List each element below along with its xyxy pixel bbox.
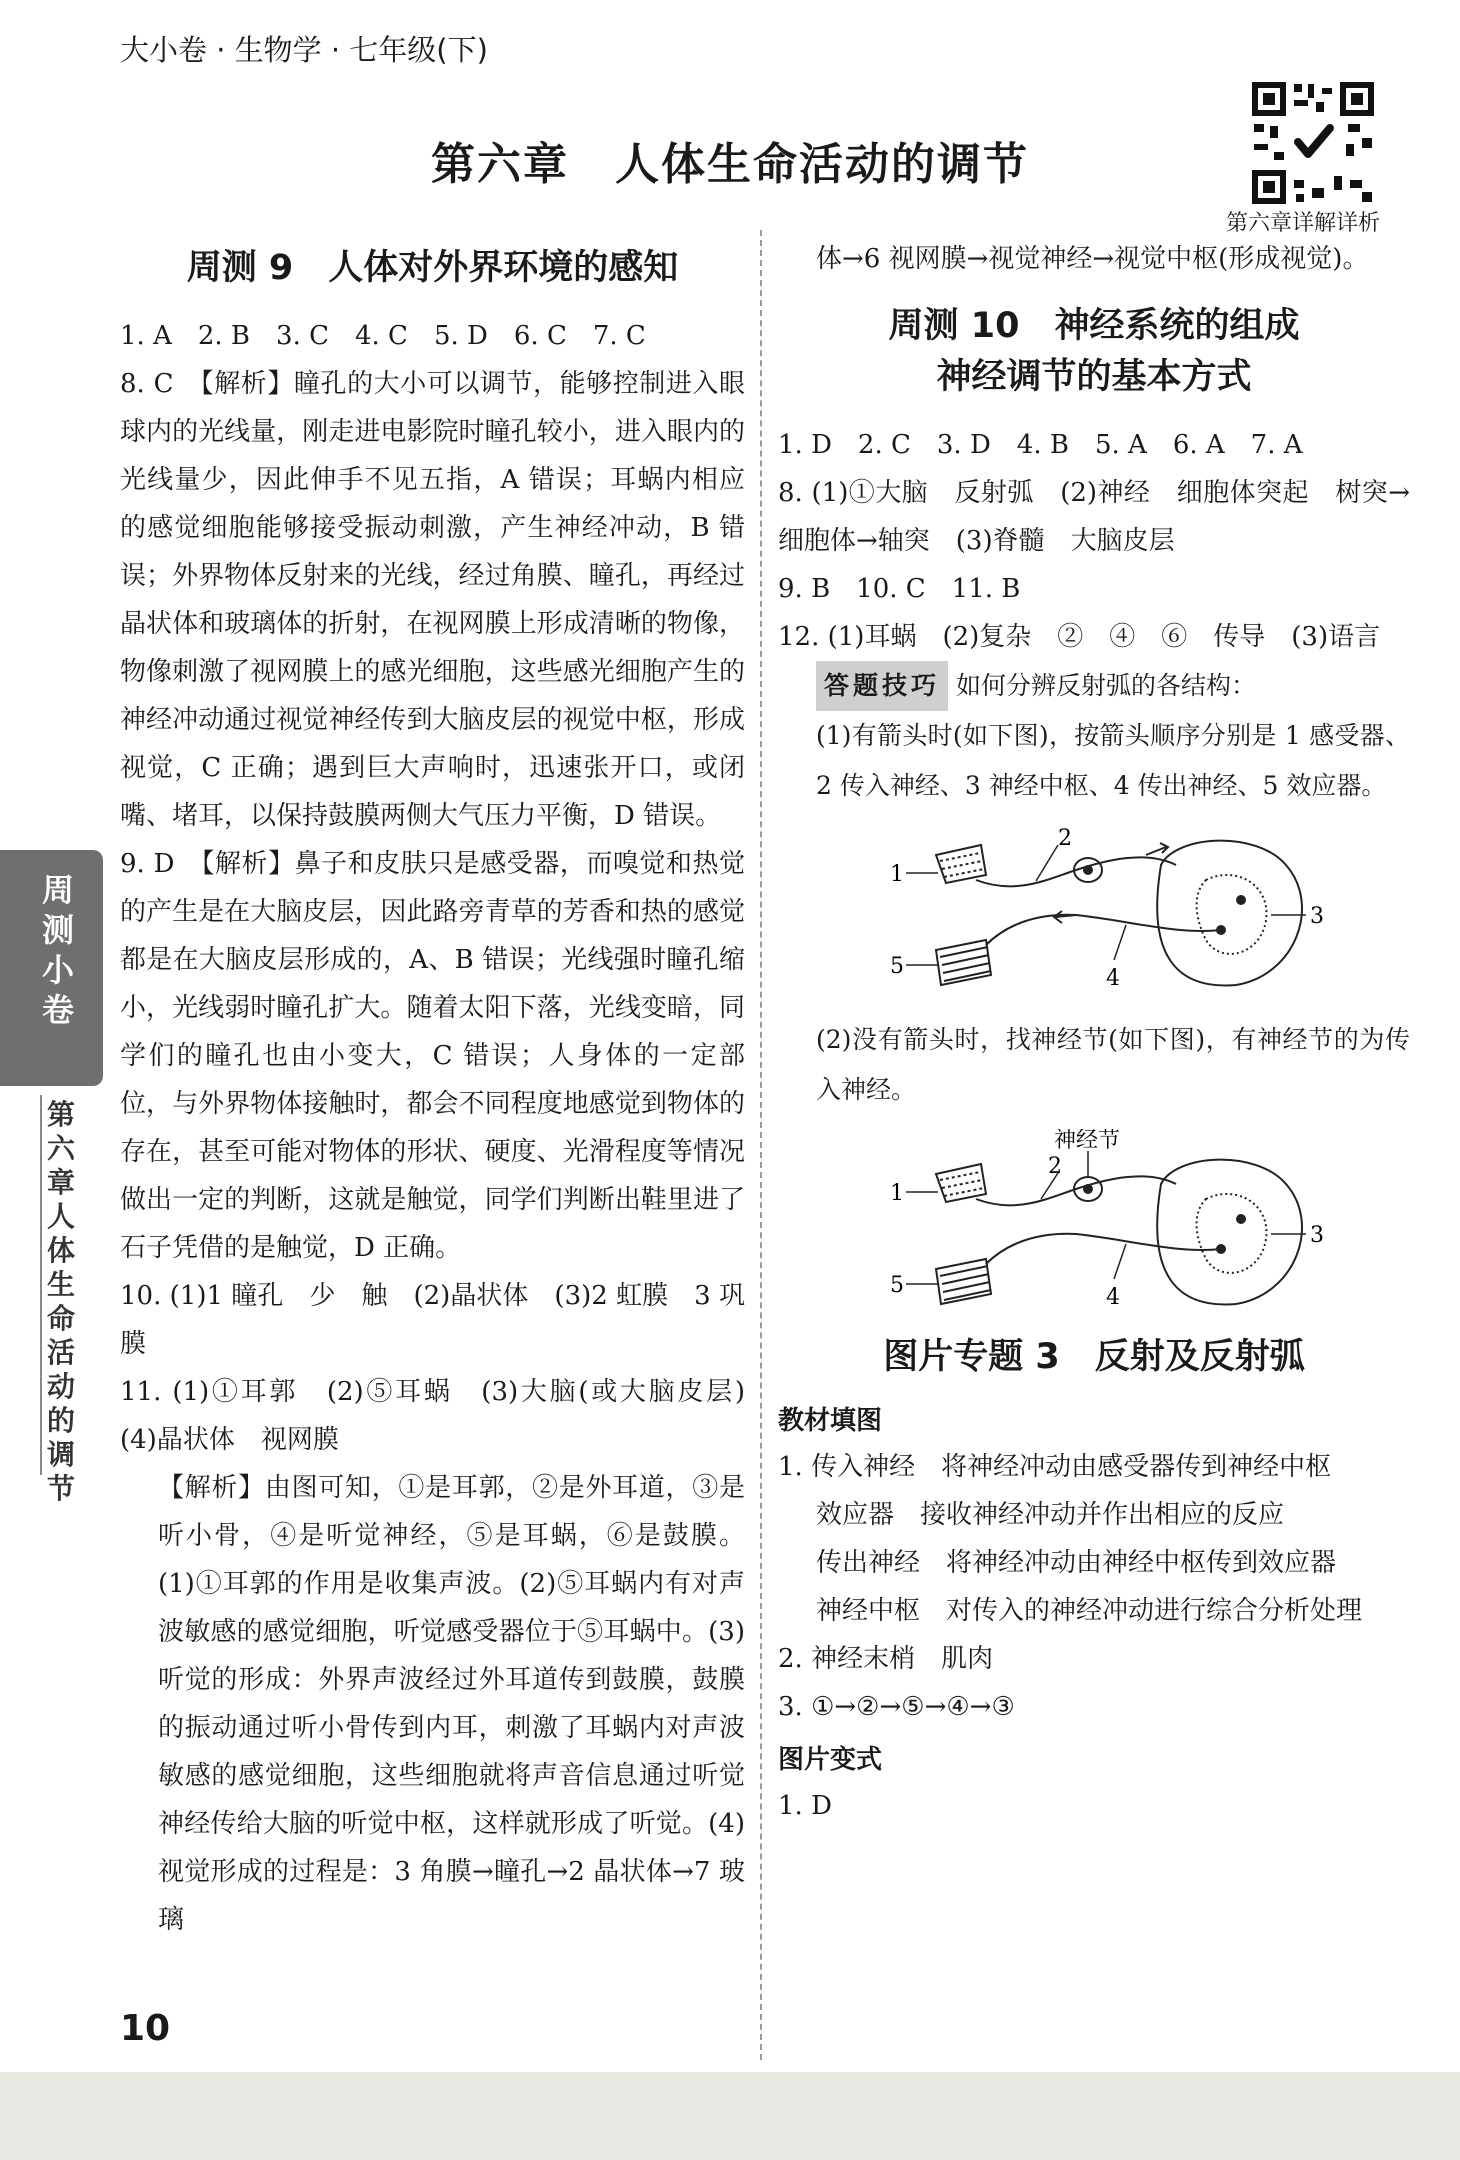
fill-answer-1: 1. 传入神经 将神经冲动由感受器传到神经中枢 bbox=[778, 1452, 1332, 1483]
section-title-week10-line1: 周测 10 神经系统的组成 bbox=[888, 306, 1300, 346]
answer-w10-q9-11: 9. B 10. C 11. B bbox=[778, 573, 1021, 604]
answer-q10: 10. (1)1 瞳孔 少 触 (2)晶状体 (3)2 虹膜 3 巩膜 bbox=[120, 1280, 745, 1359]
section-title-week10-line2: 神经调节的基本方式 bbox=[936, 356, 1252, 397]
diagram2-label-ganglion: 神经节 bbox=[1054, 1128, 1121, 1153]
section-title-picture-topic3: 图片专题 3 反射及反射弧 bbox=[883, 1336, 1305, 1377]
chapter-title: 第六章 人体生命活动的调节 bbox=[431, 139, 1029, 190]
fill-answer-1c: 传出神经 将神经冲动由神经中枢传到效应器 bbox=[816, 1548, 1337, 1579]
diagram2-label-5: 5 bbox=[890, 1272, 904, 1298]
diagram1-label-5: 5 bbox=[890, 953, 904, 979]
section-title-week9: 周测 9 人体对外界环境的感知 bbox=[186, 248, 679, 288]
reflex-arc-diagram-ganglion bbox=[876, 1129, 1336, 1314]
page-bottom-strip bbox=[0, 2072, 1460, 2160]
answer-w10-q8: 8. (1)①大脑 反射弧 (2)神经 细胞体突起 树突→细胞体→轴突 (3)脊髓 大脑皮层 bbox=[778, 477, 1410, 556]
answer-q11-continuation: 体→6 视网膜→视觉神经→视觉中枢(形成视觉)。 bbox=[816, 244, 1369, 274]
tip-badge: 答题技巧 bbox=[816, 661, 948, 711]
variant-answer-1: 1. D bbox=[778, 1791, 832, 1822]
diagram2-label-1: 1 bbox=[890, 1180, 904, 1206]
tip-point-1: (1)有箭头时(如下图)，按箭头顺序分别是 1 感受器、2 传入神经、3 神经中枢、4 传出神经、5 效应器。 bbox=[816, 720, 1410, 800]
diagram2-label-4: 4 bbox=[1106, 1284, 1120, 1310]
answer-w10-q12: 12. (1)耳蜗 (2)复杂 ② ④ ⑥ 传导 (3)语言 bbox=[778, 621, 1381, 652]
reflex-arc-diagram-arrows bbox=[876, 825, 1336, 1005]
diagram2-label-3: 3 bbox=[1310, 1222, 1324, 1248]
answer-w10-q1-7: 1. D 2. C 3. D 4. B 5. A 6. A 7. A bbox=[778, 429, 1303, 460]
fill-answer-1d: 神经中枢 对传入的神经冲动进行综合分析处理 bbox=[816, 1596, 1363, 1627]
qr-caption: 第六章详解详析 bbox=[1226, 211, 1381, 236]
fill-answer-3: 3. ①→②→⑤→④→③ bbox=[778, 1692, 1015, 1723]
answer-tip-box bbox=[778, 661, 1410, 1314]
answer-q9: 9. D 【解析】鼻子和皮肤只是感受器，而嗅觉和热觉的产生是在大脑皮层，因此路旁青草的芳香和热的感觉都是在大脑皮层形成的，A、B 错误；光线强时瞳孔缩小，光线弱时瞳孔扩大。随着太阳下落，光线变暗，同学们的瞳孔也由小变大，C 错误；人身体的一定部位，与外界物体接触时，都会不同程度地感觉到物体的存在，甚至可能对物体的形状、硬度、光滑程度等情况做出一定的判断，这就是触觉，同学们判断出鞋里进了石子凭借的是触觉，D 正确。 bbox=[120, 848, 745, 1263]
subheading-picture-variant: 图片变式 bbox=[778, 1745, 883, 1776]
side-divider bbox=[40, 1095, 42, 1475]
book-series-header: 大小卷 · 生物学 · 七年级(下) bbox=[120, 33, 488, 67]
subheading-textbook-fill: 教材填图 bbox=[778, 1406, 883, 1437]
diagram1-label-3: 3 bbox=[1310, 903, 1324, 929]
side-tab-label: 周测小卷 bbox=[41, 871, 74, 1029]
tip-point-2: (2)没有箭头时，找神经节(如下图)，有神经节的为传入神经。 bbox=[816, 1024, 1410, 1104]
answer-q1-7: 1. A 2. B 3. C 4. C 5. D 6. C 7. C bbox=[120, 320, 646, 351]
tip-intro: 如何分辨反射弧的各结构： bbox=[955, 670, 1256, 700]
answer-q11: 11. (1)①耳郭 (2)⑤耳蜗 (3)大脑(或大脑皮层) (4)晶状体 视网膜 bbox=[120, 1376, 772, 1455]
qr-code-icon[interactable] bbox=[1250, 80, 1376, 206]
column-divider bbox=[760, 230, 762, 2060]
right-column bbox=[778, 235, 1410, 1830]
diagram1-label-2: 2 bbox=[1058, 825, 1072, 851]
diagram2-label-2: 2 bbox=[1048, 1153, 1062, 1179]
side-chapter-label: 第六章 人体生命活动的调节 bbox=[46, 1098, 104, 1505]
fill-answer-1b: 效应器 接收神经冲动并作出相应的反应 bbox=[816, 1500, 1285, 1531]
answer-q11-analysis: 【解析】由图可知，①是耳郭，②是外耳道，③是听小骨，④是听觉神经，⑤是耳蜗，⑥是鼓膜。(1)①耳郭的作用是收集声波。(2)⑤耳蜗内有对声波敏感的感觉细胞，听觉感受器位于⑤耳蜗中。(3)听觉的形成：外界声波经过外耳道传到鼓膜，鼓膜的振动通过听小骨传到内耳，刺激了耳蜗内对声波敏感的感觉细胞，这些细胞就将声音信息通过听觉神经传给大脑的听觉中枢，这样就形成了听觉。(4)视觉形成的过程是：3 角膜→瞳孔→2 晶状体→7 玻璃 bbox=[158, 1472, 745, 1935]
left-column bbox=[120, 225, 772, 1944]
fill-answer-2: 2. 神经末梢 肌肉 bbox=[778, 1644, 994, 1675]
diagram1-label-1: 1 bbox=[890, 861, 904, 887]
diagram1-label-4: 4 bbox=[1106, 965, 1120, 991]
answer-q8: 8. C 【解析】瞳孔的大小可以调节，能够控制进入眼球内的光线量，刚走进电影院时瞳孔较小，进入眼内的光线量少，因此伸手不见五指，A 错误；耳蜗内相应的感觉细胞能够接受振动刺激，产生神经冲动，B 错误；外界物体反射来的光线，经过角膜、瞳孔，再经过晶状体和玻璃体的折射，在视网膜上形成清晰的物像，物像刺激了视网膜上的感光细胞，这些感光细胞产生的神经冲动通过视觉神经传到大脑皮层的视觉中枢，形成视觉，C 正确；遇到巨大声响时，迅速张开口，或闭嘴、堵耳，以保持鼓膜两侧大气压力平衡，D 错误。 bbox=[120, 368, 745, 831]
page-number: 10 bbox=[120, 2008, 171, 2049]
